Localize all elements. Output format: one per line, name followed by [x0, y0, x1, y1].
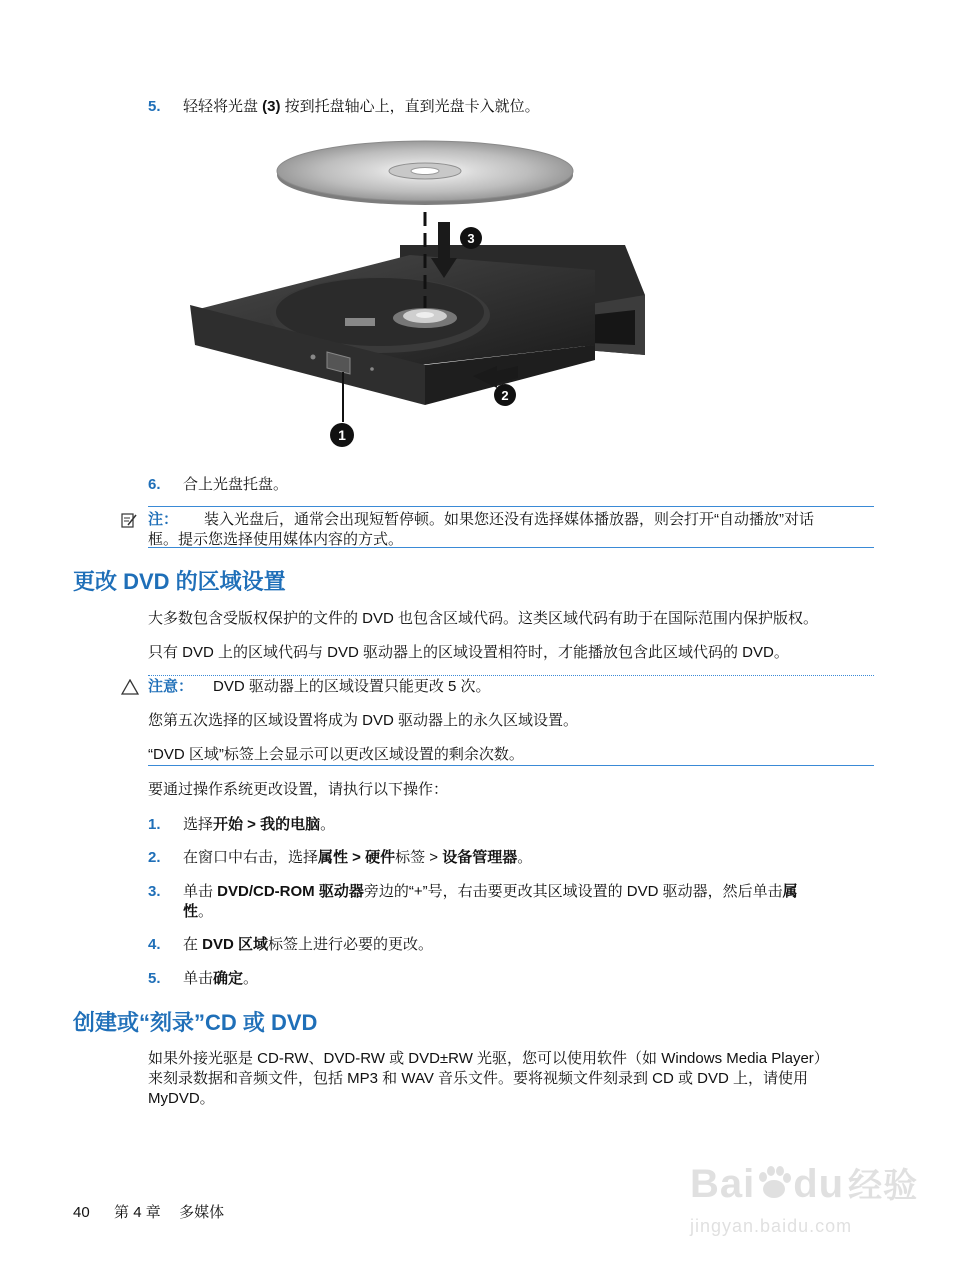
- step-text-end: 。: [517, 849, 533, 866]
- step-number: 5.: [148, 98, 161, 115]
- region-paragraph-1: 大多数包含受版权保护的文件的 DVD 也包含区域代码。这类区域代码有助于在国际范围内保护版权。: [148, 610, 819, 627]
- watermark-url: jingyan.baidu.com: [690, 1216, 853, 1236]
- step-text: 选择: [183, 816, 214, 833]
- drive-rail-slot: [590, 310, 635, 345]
- section-heading-region: 更改 DVD 的区域设置: [73, 569, 286, 594]
- step-number: 1.: [148, 816, 161, 833]
- caution-line: [148, 677, 874, 697]
- step-bold: 开始 > 我的电脑: [213, 816, 321, 833]
- burn-paragraph: [148, 1049, 874, 1109]
- watermark-brand: Bai du 经验: [690, 1162, 919, 1206]
- page-number: 40: [73, 1204, 90, 1221]
- note-line-1: 装入光盘后，通常会出现短暂停顿。如果您还没有选择媒体播放器，则会打开“自动播放”对话: [204, 511, 815, 528]
- caution-paragraph-1: 您第五次选择的区域设置将成为 DVD 驱动器上的永久区域设置。: [148, 712, 579, 729]
- caution-paragraph-2: “DVD 区域”标签上会显示可以更改区域设置的剩余次数。: [148, 746, 524, 763]
- disc-icon: [277, 141, 573, 205]
- burn-line-3: MyDVD。: [148, 1090, 215, 1107]
- step-bold-3: 性: [183, 903, 199, 920]
- step-number: 5.: [148, 970, 161, 987]
- caution-bottom-rule: [148, 765, 874, 766]
- step-bold: (3): [262, 98, 281, 115]
- step-number: 2.: [148, 849, 161, 866]
- step-text: 单击: [183, 970, 214, 987]
- step-number: 4.: [148, 936, 161, 953]
- step-bold: DVD/CD-ROM 驱动器: [217, 883, 364, 900]
- step-bold: DVD 区域: [202, 936, 269, 953]
- caution-text: DVD 驱动器上的区域设置只能更改 5 次。: [213, 678, 491, 695]
- note-body: [148, 510, 874, 550]
- note-top-rule: [148, 506, 874, 507]
- caution-triangle-icon: [121, 679, 139, 695]
- procedure-intro: 要通过操作系统更改设置，请执行以下操作：: [148, 781, 449, 798]
- step-text-end: 。: [320, 816, 336, 833]
- callout-2: [494, 384, 516, 406]
- section-heading-burn: 创建或“刻录”CD 或 DVD: [73, 1010, 318, 1035]
- callout-1: [330, 423, 354, 447]
- caution-top-rule: [148, 675, 874, 676]
- step-number: 6.: [148, 476, 161, 493]
- note-bottom-rule: [148, 547, 874, 548]
- note-pencil-icon: [120, 511, 138, 529]
- note-line-2: 框。提示您选择使用媒体内容的方式。: [148, 531, 404, 548]
- caution-label: 注意：: [148, 678, 194, 695]
- step-bold: 属性 > 硬件: [318, 849, 396, 866]
- optical-drive-figure: [185, 140, 665, 460]
- step-text: 单击: [183, 883, 218, 900]
- burn-line-2: 来刻录数据和音频文件，包括 MP3 和 WAV 音乐文件。要将视频文件刻录到 CD 或 DVD 上，请使用: [148, 1070, 809, 1087]
- chapter-title: 多媒体: [179, 1204, 225, 1221]
- step-number: 3.: [148, 883, 161, 900]
- page-footer: [73, 1203, 224, 1223]
- chapter-label: 第 4 章: [114, 1204, 161, 1221]
- step-text-end: 。: [198, 903, 214, 920]
- step-text-mid: 旁边的“+”号，右击要更改其区域设置的 DVD 驱动器，然后单击: [363, 883, 783, 900]
- step-text-end: 按到托盘轴心上，直到光盘卡入就位。: [280, 98, 540, 115]
- step-text: 合上光盘托盘。: [183, 476, 289, 493]
- step-bold-2: 设备管理器: [442, 849, 518, 866]
- baidu-watermark: [690, 1148, 920, 1248]
- burn-line-1: 如果外接光驱是 CD-RW、DVD-RW 或 DVD±RW 光驱，您可以使用软件（如 Windows Media Player）: [148, 1050, 829, 1067]
- step-text-end: 标签上进行必要的更改。: [268, 936, 434, 953]
- svg-text:3: 3: [467, 231, 475, 246]
- step-bold: 确定: [213, 970, 244, 987]
- region-paragraph-2: 只有 DVD 上的区域代码与 DVD 驱动器上的区域设置相符时，才能播放包含此区域代码的 DVD。: [148, 644, 789, 661]
- step-bold-2: 属: [782, 883, 798, 900]
- paw-icon: [755, 1165, 793, 1201]
- svg-text:2: 2: [501, 388, 509, 403]
- step-text: 轻轻将光盘: [183, 98, 263, 115]
- step-text: 在: [183, 936, 203, 953]
- step-text: 在窗口中右击，选择: [183, 849, 319, 866]
- svg-text:1: 1: [338, 427, 346, 443]
- step-text-mid: 标签 >: [395, 849, 443, 866]
- note-label: 注：: [148, 511, 179, 528]
- step-text-end: 。: [243, 970, 259, 987]
- callout-3: [460, 227, 482, 249]
